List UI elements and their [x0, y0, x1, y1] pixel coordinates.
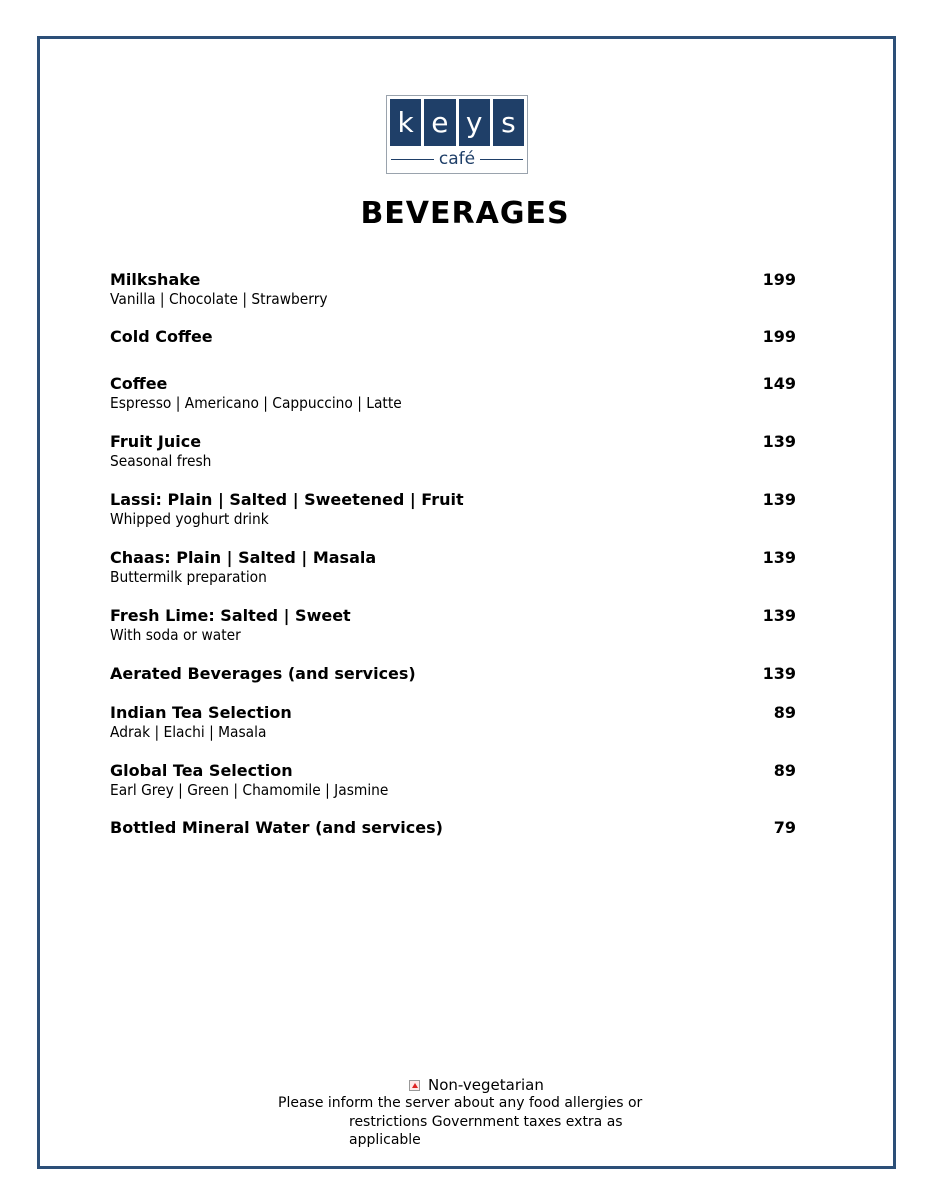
menu-item-cold-coffee [110, 327, 796, 346]
item-price: 199 [762, 270, 796, 289]
non-veg-label: Non-vegetarian [428, 1076, 544, 1094]
item-name: Indian Tea Selection [110, 703, 292, 722]
menu-item-global-tea [110, 761, 796, 799]
item-price: 199 [762, 327, 796, 346]
item-description: Vanilla | Chocolate | Strawberry [110, 290, 328, 308]
page-title: BEVERAGES [360, 196, 570, 231]
logo-letter-s: s [493, 99, 524, 146]
logo-letter-e: e [424, 99, 455, 146]
allergy-note-line2: restrictions Government taxes extra as applicable [349, 1114, 623, 1148]
item-price: 139 [762, 548, 796, 567]
menu-item-mineral-water [110, 818, 796, 837]
logo-subtitle: café [438, 149, 476, 169]
keys-cafe-logo [386, 95, 528, 174]
logo-rule-right [480, 159, 523, 160]
menu-item-lassi [110, 490, 796, 528]
menu-item-aerated-beverages [110, 664, 796, 683]
item-description: Buttermilk preparation [110, 568, 267, 586]
menu-item-indian-tea [110, 703, 796, 741]
item-price: 79 [773, 818, 796, 837]
menu-item-milkshake [110, 270, 796, 308]
menu-item-coffee [110, 374, 796, 412]
logo-letter-k: k [390, 99, 421, 146]
menu-item-fresh-lime [110, 606, 796, 644]
item-description: Seasonal fresh [110, 452, 212, 470]
item-price: 149 [762, 374, 796, 393]
item-price: 139 [762, 664, 796, 683]
non-veg-legend [409, 1076, 544, 1094]
item-name: Bottled Mineral Water (and services) [110, 818, 443, 837]
item-name: Lassi: Plain | Salted | Sweetened | Fruit [110, 490, 464, 509]
item-price: 89 [773, 703, 796, 722]
item-name: Cold Coffee [110, 327, 213, 346]
item-name: Aerated Beverages (and services) [110, 664, 416, 683]
item-description: Earl Grey | Green | Chamomile | Jasmine [110, 781, 389, 799]
item-name: Coffee [110, 374, 168, 393]
logo-letter-y: y [459, 99, 490, 146]
item-name: Global Tea Selection [110, 761, 293, 780]
non-veg-icon [409, 1080, 420, 1091]
item-price: 139 [762, 606, 796, 625]
menu-item-chaas [110, 548, 796, 586]
menu-item-fruit-juice [110, 432, 796, 470]
item-name: Fruit Juice [110, 432, 202, 451]
allergy-note-line1: Please inform the server about any food allergies or [278, 1095, 643, 1111]
item-price: 89 [773, 761, 796, 780]
logo-rule-left [391, 159, 434, 160]
item-name: Fresh Lime: Salted | Sweet [110, 606, 351, 625]
item-description: Adrak | Elachi | Masala [110, 723, 267, 741]
item-name: Chaas: Plain | Salted | Masala [110, 548, 377, 567]
item-description: With soda or water [110, 626, 241, 644]
item-description: Espresso | Americano | Cappuccino | Latte [110, 394, 402, 412]
item-description: Whipped yoghurt drink [110, 510, 269, 528]
item-name: Milkshake [110, 270, 201, 289]
item-price: 139 [762, 432, 796, 451]
item-price: 139 [762, 490, 796, 509]
